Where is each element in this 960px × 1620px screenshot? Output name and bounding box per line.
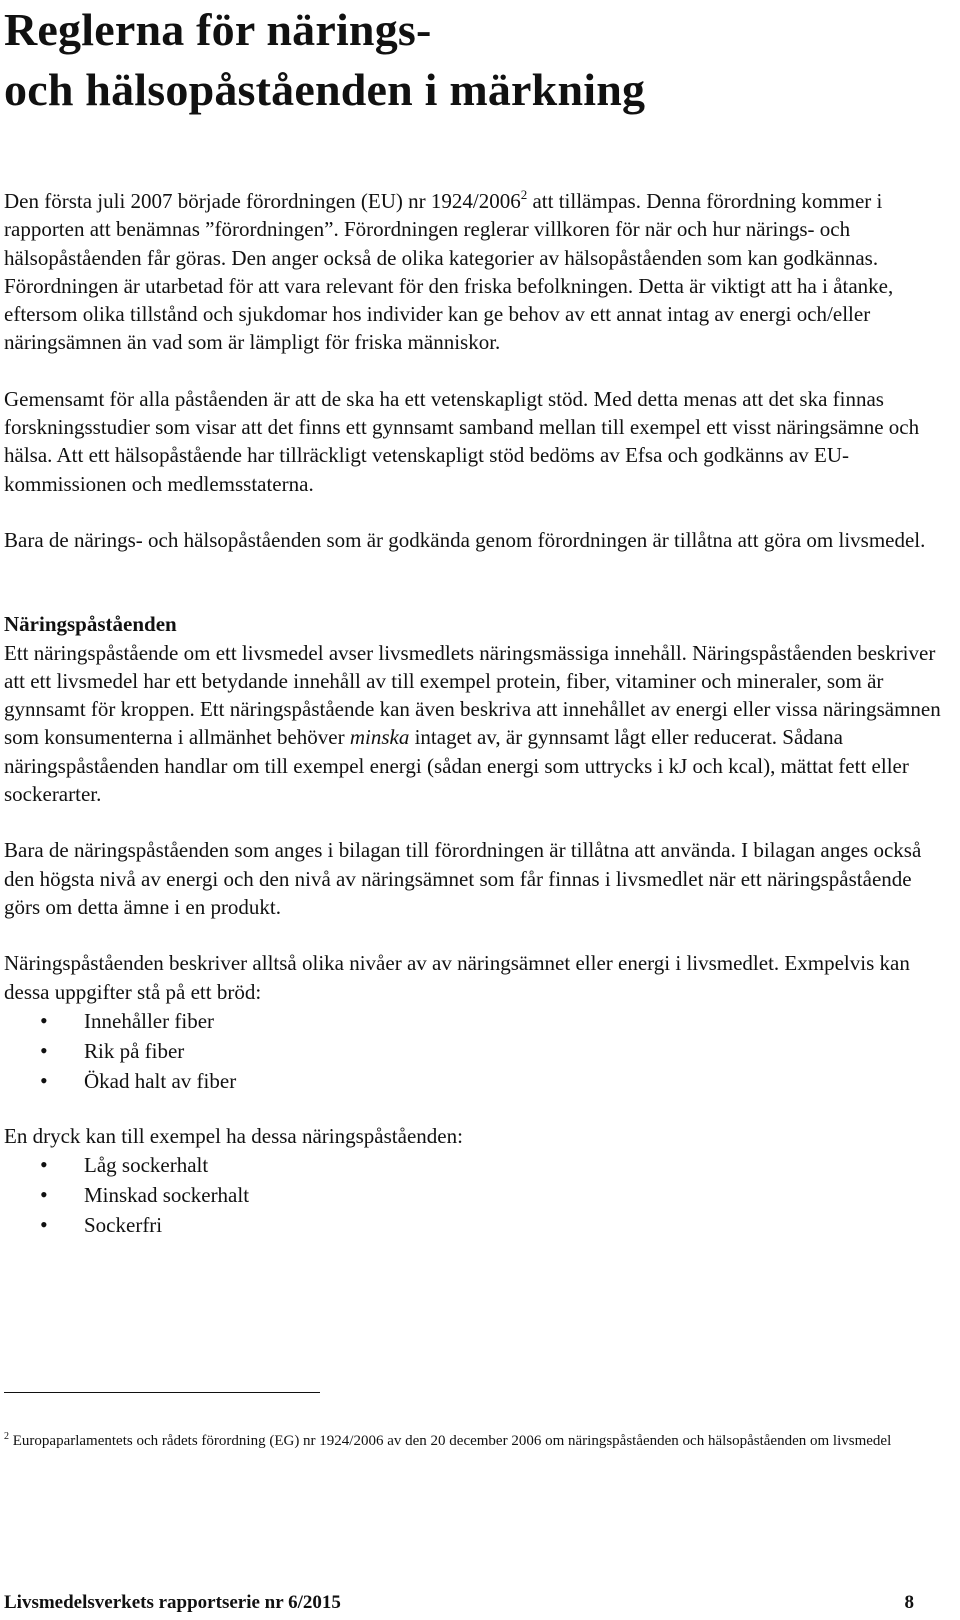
intro-paragraph	[4, 187, 944, 357]
footnote-reference[interactable]: 2	[520, 187, 528, 202]
nutrition-text-italic: minska	[349, 725, 410, 750]
nutrition-text-part2: intaget av, är gynnsamt lågt eller reducerat. Sådana näringspåståenden handlar om till exempel energi (sådan energi som uttrycks i kJ och kcal), mättat fett eller sockerarter.	[4, 725, 909, 807]
page-footer	[4, 1592, 914, 1614]
bread-claims-list	[4, 1006, 944, 1096]
page-number: 8	[904, 1592, 914, 1613]
footnote-marker: 2	[4, 1431, 9, 1442]
list-item: • Låg sockerhalt	[4, 1150, 944, 1180]
common-requirement-paragraph: Gemensamt för alla påståenden är att de ska ha ett vetenskapligt stöd. Med detta menas att det ska finnas forskningsstudier som visar att det finns ett gynnsamt samband mellan till exempel ett visst näringsämne och hälsa. Att ett hälsopåstående har tillräckligt vetenskapligt stöd bedöms av Efsa och godkänns av EU-kommissionen och medlemsstaterna.	[4, 386, 920, 496]
list-item: • Minskad sockerhalt	[4, 1180, 944, 1210]
section-heading-naringspastaenden: Näringspåståenden	[4, 612, 177, 637]
report-series-label: Livsmedelsverkets rapportserie nr 6/2015	[4, 1592, 341, 1613]
list-item: • Innehåller fiber	[4, 1006, 944, 1036]
page-title-line1: Reglerna för närings-	[4, 4, 432, 55]
approved-claims-paragraph: Bara de närings- och hälsopåståenden som är godkända genom förordningen är tillåtna att göra om livsmedel.	[4, 527, 926, 552]
list-item: • Ökad halt av fiber	[4, 1066, 944, 1096]
footnote-divider	[4, 1392, 320, 1393]
page-title	[4, 0, 645, 120]
list-item: • Rik på fiber	[4, 1036, 944, 1066]
intro-text-part1: Den första juli 2007 började förordningen (EU) nr 1924/2006	[4, 189, 521, 213]
drink-intro-paragraph: En dryck kan till exempel ha dessa näringspåståenden:	[4, 1123, 463, 1148]
footnote-text: Europaparlamentets och rådets förordning (EG) nr 1924/2006 av den 20 december 2006 om näringspåståenden och hälsopåståenden om livsmedel	[9, 1433, 892, 1449]
intro-text-part2: att tillämpas. Denna förordning kommer i rapporten att benämnas ”förordningen”. Förordningen reglerar villkoren för när och hur närings- och hälsopåståenden får göras. Den anger också de olika kategorier av hälsopåståenden som kan godkännas. Förordningen är utarbetad för att vara relevant för den friska befolkningen. Detta är viktigt att ha i åtanke, eftersom olika tillstånd och sjukdomar hos individer kan ge behov av ett annat intag av energi och/eller näringsämnen än vad som är lämpligt för friska människor.	[4, 189, 894, 355]
page-title-line2: och hälsopåståenden i märkning	[4, 64, 646, 115]
drink-claims-list	[4, 1150, 944, 1240]
nutrition-claims-paragraph	[4, 639, 944, 809]
nutrition-text-part1: Ett näringspåstående om ett livsmedel avser livsmedlets näringsmässiga innehåll. Näringspåståenden beskriver att ett livsmedel har ett betydande innehåll av till exempel protein, fiber, vitaminer och mineraler, som är gynnsamt för kroppen. Ett näringspåstående kan även beskriva att innehållet av energi eller vissa näringsämnen som konsumenterna i allmänhet behöver	[4, 640, 941, 750]
annex-paragraph: Bara de näringspåståenden som anges i bilagan till förordningen är tillåtna att använda. I bilagan anges också den högsta nivå av energi och den nivå av näringsämnet som får finnas i livsmedlet när ett näringspåstående görs om detta ämne i en produkt.	[4, 838, 922, 919]
list-item: • Sockerfri	[4, 1210, 944, 1240]
body-text	[4, 187, 944, 1240]
levels-paragraph: Näringspåståenden beskriver alltså olika nivåer av av näringsämnet eller energi i livsmedlet. Exmpelvis kan dessa uppgifter stå på ett bröd:	[4, 951, 910, 1004]
footnote	[4, 1431, 944, 1451]
